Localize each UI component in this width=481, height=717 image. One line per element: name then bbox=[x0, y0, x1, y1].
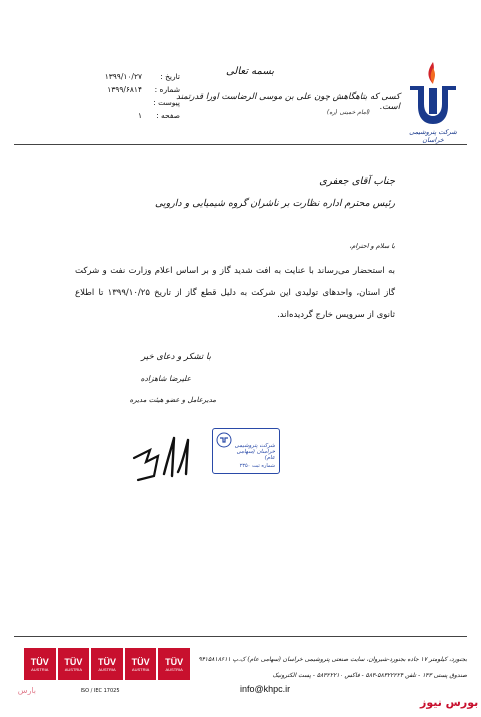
tuv-certification-logo bbox=[91, 648, 123, 680]
tuv-mark: TÜV bbox=[165, 656, 184, 667]
stamp-text: شرکت پتروشیمی خراسان (سهامی عام) bbox=[234, 443, 275, 461]
greeting: با سلام و احترام، bbox=[349, 242, 395, 250]
tuv-mark: TÜV bbox=[64, 656, 83, 667]
tuv-mark: TÜV bbox=[131, 656, 150, 667]
motto-attribution: (امام خمینی (ره) bbox=[326, 109, 370, 116]
footer-address: بجنورد، کیلومتر ۱۷ جاده بجنورد-شیروان، سایت صنعتی پتروشیمی خراسان (سهامی عام) ک.پ ۹۴۱۵۸۱۸۶۱۱ bbox=[198, 656, 467, 663]
invocation: بسمه تعالی bbox=[225, 66, 275, 77]
meta-page-label: صفحه : bbox=[156, 111, 180, 120]
iso-label: ISO / IEC 17025 bbox=[80, 688, 120, 694]
meta-attachment bbox=[60, 96, 180, 109]
tuv-certification-logo bbox=[24, 648, 56, 680]
company-name: شرکت پتروشیمی خراسان bbox=[409, 128, 457, 144]
tuv-sub: AUSTRIA bbox=[131, 666, 150, 672]
tuv-mark: TÜV bbox=[30, 656, 49, 667]
meta-number-label: شماره : bbox=[154, 85, 180, 94]
news-watermark: بورس نیوز bbox=[420, 696, 479, 709]
meta-number-value: ۱۳۹۹/۶۸۱۴ bbox=[107, 85, 142, 94]
recipient-title: رئیس محترم اداره نظارت بر ناشران گروه شیمیایی و دارویی bbox=[155, 198, 395, 209]
letter-meta bbox=[60, 70, 180, 122]
footer-divider bbox=[14, 636, 467, 637]
company-logo-icon bbox=[400, 58, 466, 138]
signer-name: علیرضا شاهزاده bbox=[140, 374, 191, 383]
meta-number bbox=[60, 83, 180, 96]
footer-email[interactable]: info@khpc.ir bbox=[240, 684, 291, 694]
tuv-sub: AUSTRIA bbox=[31, 666, 49, 672]
tuv-sub: AUSTRIA bbox=[64, 666, 83, 672]
header-divider bbox=[14, 144, 467, 145]
meta-date bbox=[60, 70, 180, 83]
closing: با تشکر و دعای خیر bbox=[141, 352, 211, 362]
meta-page bbox=[60, 109, 180, 122]
footer-contact: صندوق پستی ۱۴۳ - تلفن ۵۸۳۲۲۲۲۴-۵۸۳ - فاکس ۵۸۳۲۲۲۱۰ - پست الکترونیک bbox=[272, 672, 467, 679]
letter-body: به استحضار می‌رساند با عنایت به افت شدید گاز و بر اساس اعلام وزارت نفت و شرکت گاز استان، واحدهای تولیدی این شرکت به دلیل قطع گاز از تاریخ ۱۳۹۹/۱۰/۲۵ تا اطلاع ثانوی از سرویس خارج گردیده‌اند. bbox=[75, 266, 395, 320]
handwritten-signature bbox=[128, 428, 208, 483]
stamp-logo-icon bbox=[216, 432, 232, 448]
tuv-sub: AUSTRIA bbox=[165, 666, 183, 672]
tuv-sub: AUSTRIA bbox=[98, 666, 116, 672]
certification-logos bbox=[24, 648, 190, 682]
signer-title: مدیرعامل و عضو هیئت مدیره bbox=[129, 396, 216, 404]
tuv-certification-logo bbox=[58, 648, 90, 680]
meta-page-value: ۱ bbox=[137, 111, 142, 120]
motto: کسی که بتاهگاهش چون علی بن موسی الرضاست اورا قدرتمند است. bbox=[176, 92, 400, 112]
company-stamp bbox=[212, 428, 280, 474]
stamp-number: شماره ثبت ۲۳۵۰ bbox=[239, 463, 275, 469]
tuv-certification-logo bbox=[158, 648, 190, 680]
tuv-certification-logo bbox=[125, 648, 157, 680]
meta-date-label: تاریخ : bbox=[160, 72, 180, 81]
meta-attachment-label: پیوست : bbox=[153, 98, 180, 107]
tuv-mark: TÜV bbox=[97, 656, 116, 667]
left-watermark: بارس bbox=[17, 686, 36, 695]
meta-date-value: ۱۳۹۹/۱۰/۲۷ bbox=[104, 72, 142, 81]
recipient: جناب آقای جعفری bbox=[319, 176, 395, 187]
